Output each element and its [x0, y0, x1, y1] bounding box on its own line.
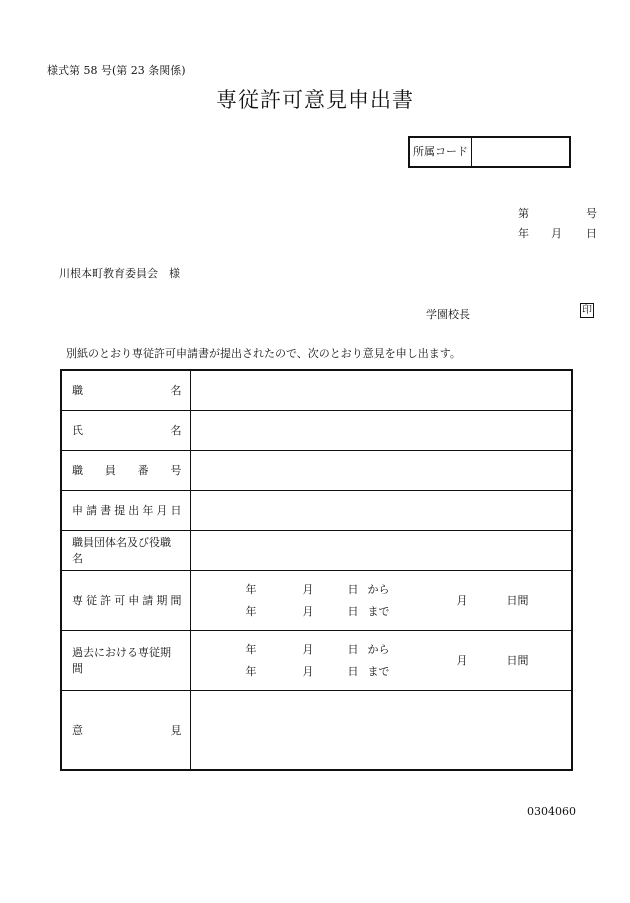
doc-number-prefix: 第 — [518, 207, 529, 220]
row-label-application-date: 申 請 書 提 出 年 月 日 — [61, 490, 190, 530]
table-row — [61, 450, 572, 490]
application-date-field[interactable] — [190, 490, 572, 530]
date-month: 月 — [551, 227, 562, 240]
staff-number-field[interactable] — [190, 450, 572, 490]
row-label-name: 氏 名 — [61, 410, 190, 450]
name-field[interactable] — [190, 410, 572, 450]
form-number: 様式第 58 号(第 23 条関係) — [47, 64, 186, 77]
table-row — [61, 690, 572, 770]
opinion-table — [60, 369, 573, 771]
date-year: 年 — [518, 227, 529, 240]
page-title: 専従許可意見申出書 — [216, 88, 414, 112]
affiliation-code-label: 所属コード — [410, 138, 472, 166]
intro-text: 別紙のとおり専従許可申請書が提出されたので、次のとおり意見を申し出ます。 — [66, 347, 461, 360]
principal-title: 学園校長 — [426, 308, 470, 321]
table-row — [61, 490, 572, 530]
affiliation-code-box — [408, 136, 571, 168]
doc-number-suffix: 号 — [586, 207, 597, 220]
table-row — [61, 630, 572, 690]
seal-mark: 印 — [582, 305, 592, 316]
row-label-opinion: 意 見 — [61, 690, 190, 770]
addressee: 川根本町教育委員会 様 — [59, 267, 180, 280]
row-label-org-position: 職員団体名及び役職名 — [61, 530, 190, 570]
past-period-field[interactable]: 年 月 日 から 年 月 日 まで 月 日間 — [190, 630, 572, 690]
org-position-field[interactable] — [190, 530, 572, 570]
row-label-staff-number: 職 員 番 号 — [61, 450, 190, 490]
table-row — [61, 410, 572, 450]
table-row — [61, 530, 572, 570]
table-row — [61, 570, 572, 630]
opinion-field[interactable] — [190, 690, 572, 770]
period-field[interactable]: 年 月 日 から 年 月 日 まで 月 日間 — [190, 570, 572, 630]
row-label-past-period: 過去における専従期間 — [61, 630, 190, 690]
row-label-period: 専 従 許 可 申 請 期 間 — [61, 570, 190, 630]
footer-code: 0304060 — [527, 805, 576, 818]
affiliation-code-field[interactable] — [472, 138, 569, 166]
date-day: 日 — [586, 227, 597, 240]
job-title-field[interactable] — [190, 370, 572, 410]
row-label-job-title: 職 名 — [61, 370, 190, 410]
table-row — [61, 370, 572, 410]
